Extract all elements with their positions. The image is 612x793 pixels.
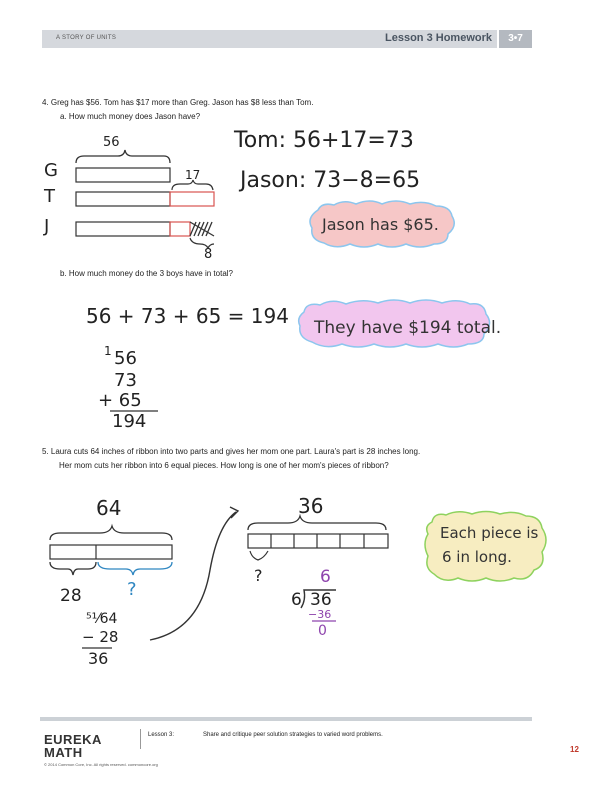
transfer-arrow [150, 512, 236, 640]
footer-divider [140, 729, 141, 749]
subtraction-result: 36 [88, 649, 109, 668]
brace-56 [76, 150, 170, 163]
eureka-logo-line1: EUREKA [44, 732, 102, 747]
bubble-answer-5 [425, 512, 546, 582]
tape-jason [76, 222, 170, 236]
label-64: 64 [96, 496, 122, 520]
problem-4b-text: b. How much money do the 3 boys have in total? [60, 269, 233, 278]
addition-total: 194 [112, 411, 147, 432]
answer-5-line2: 6 in long. [442, 548, 512, 566]
page-number: 12 [570, 745, 579, 754]
addend-2: 73 [114, 370, 137, 391]
subtraction-subtrahend: − 28 [82, 628, 119, 646]
label-36: 36 [298, 494, 324, 518]
problem-4a-text: a. How much money does Jason have? [60, 112, 201, 121]
tape-mom-total [248, 534, 388, 548]
label-8: 8 [204, 247, 213, 262]
subtraction-top: ⁵¹⁄64 [86, 611, 118, 627]
module-badge: 3•7 [499, 30, 532, 48]
addend-3: + 65 [98, 390, 142, 411]
jason-equation: Jason: 73−8=65 [240, 168, 421, 193]
tape-mom-dividers [271, 534, 364, 548]
footer-copyright: © 2014 Common Core, Inc. All rights reserved. commoncore.org [44, 762, 158, 767]
addend-1: 56 [114, 348, 137, 369]
tape-tom-extra [170, 192, 214, 206]
lesson-title: Lesson 3 Homework [385, 32, 492, 44]
tape-greg [76, 168, 170, 182]
eureka-logo-line2: MATH [44, 745, 83, 760]
tape-tom [76, 192, 170, 206]
label-17: 17 [185, 168, 201, 182]
answer-a-text: Jason has $65. [322, 215, 439, 234]
sum-equation: 56 + 73 + 65 = 194 [86, 304, 289, 328]
label-unknown-laura: ? [127, 579, 137, 600]
division-remainder: 0 [318, 623, 327, 639]
label-t: T [44, 186, 55, 207]
brace-unknown [98, 562, 172, 575]
brace-one-piece [250, 551, 268, 560]
tom-equation: Tom: 56+17=73 [234, 128, 414, 153]
division-divisor: 6 [291, 590, 302, 610]
brace-28 [50, 562, 96, 575]
label-g: G [44, 160, 58, 181]
label-unknown-piece: ? [254, 566, 263, 585]
problem-4-text: 4. Greg has $56. Tom has $17 more than Greg. Jason has $8 less than Tom. [42, 98, 314, 107]
division-dividend: 36 [310, 590, 332, 610]
label-j: J [44, 216, 50, 237]
problem-5-text-line1: 5. Laura cuts 64 inches of ribbon into two parts and gives her mom one part. Laura's part is 28 inches long. [42, 447, 421, 456]
division-subtract: −36 [308, 608, 332, 621]
tape-jason-extra [170, 222, 190, 236]
brace-64 [50, 526, 172, 540]
label-28: 28 [60, 586, 82, 606]
answer-b-text: They have $194 total. [314, 318, 502, 338]
division-quotient: 6 [320, 567, 331, 587]
answer-5-line1: Each piece is [440, 524, 539, 542]
brace-36 [248, 516, 386, 530]
problem-5-text-line2: Her mom cuts her ribbon into 6 equal pieces. How long is one of her mom's pieces of ribbon? [59, 461, 389, 470]
footer-lesson-label: Lesson 3: [148, 732, 175, 738]
story-title: A STORY OF UNITS [56, 35, 117, 41]
footer-rule [40, 717, 532, 721]
tape-laura-total [50, 545, 172, 559]
label-56: 56 [103, 135, 120, 150]
carry-digit: 1 [104, 344, 112, 358]
tape-hatching [190, 222, 214, 236]
footer-lesson-description: Share and critique peer solution strategies to varied word problems. [203, 732, 383, 738]
